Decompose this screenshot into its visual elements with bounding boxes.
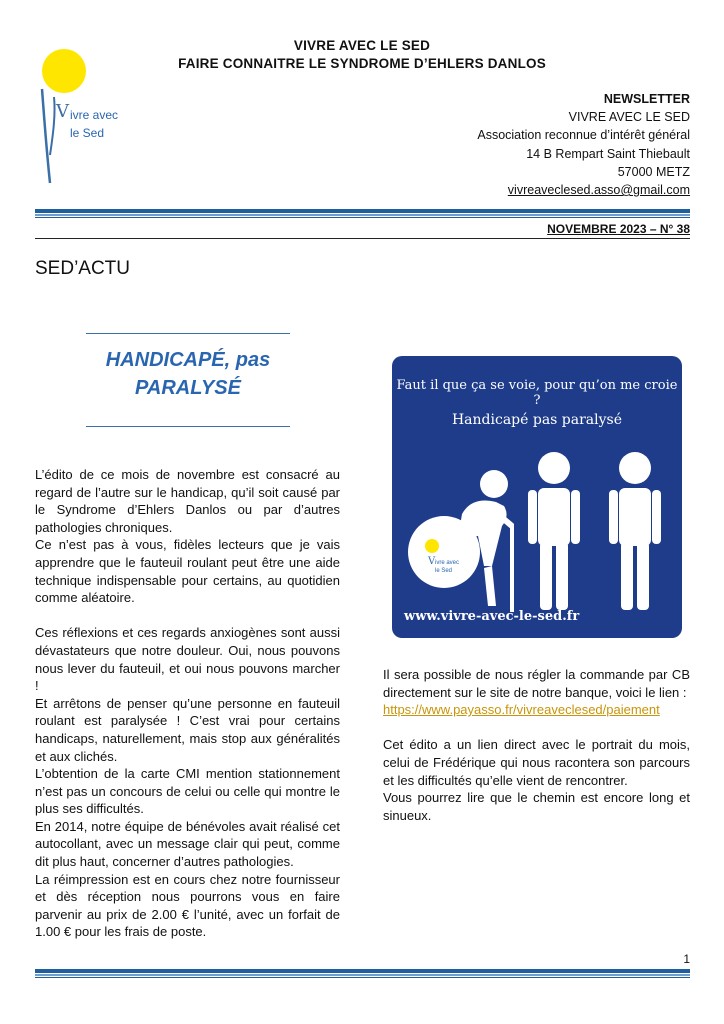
article-left-column xyxy=(35,466,340,941)
paragraph: La réimpression est en cours chez notre fournisseur et dès réception nous pourrons vous en faire parvenir au prix de 2.00 € l’unité, avec un forfait de 1.00 € pour les frais de poste. xyxy=(35,871,340,940)
contact-email-link[interactable]: vivreaveclesed.asso@gmail.com xyxy=(507,183,690,198)
article-headline xyxy=(60,346,316,402)
payment-link[interactable]: https://www.payasso.fr/vivreaveclesed/paiement xyxy=(383,702,660,718)
newsletter-title: VIVRE AVEC LE SED xyxy=(293,38,431,53)
address-city: 57000 METZ xyxy=(617,164,690,179)
poster-logo-sun xyxy=(425,539,439,553)
address-street: 14 B Rempart Saint Thiebault xyxy=(526,146,690,161)
paragraph: En 2014, notre équipe de bénévoles avait réalisé cet autocollant, avec un message clair qui peut, comme dit plus haut, concerner d’autres pathologies. xyxy=(35,818,340,870)
paragraph: Vous pourrez lire que le chemin est encore long et sinueux. xyxy=(383,790,690,823)
footer-divider xyxy=(35,969,690,978)
page-number: 1 xyxy=(683,952,690,966)
headline-top-rule xyxy=(86,333,290,334)
paragraph: Ces réflexions et ces regards anxiogènes sont aussi dévastateurs que notre douleur. Oui, nous pouvons nous lever du fauteuil, et oui nous pouvons marcher ! xyxy=(35,625,340,694)
contact-block xyxy=(477,90,690,199)
association-name: VIVRE AVEC LE SED xyxy=(568,110,690,125)
issue-label: NOVEMBRE 2023 – N° 38 xyxy=(547,222,690,236)
section-title: SED’ACTU xyxy=(35,258,131,279)
poster-question: Faut il que ça se voie, pour qu’on me croie ? xyxy=(396,378,678,408)
newsletter-subtitle: FAIRE CONNAITRE LE SYNDROME D’EHLERS DANLOS xyxy=(178,56,546,71)
poster-logo-initial: V xyxy=(428,556,436,567)
paragraph: Et arrêtons de penser qu’une personne en fauteuil roulant est paralysée ! C’est vrai pour certains handicaps, naturellement, mais stop aux généralités et aux clichés. xyxy=(35,695,340,764)
headline-line2: PARALYSÉ xyxy=(135,377,241,399)
header-divider xyxy=(35,209,690,218)
paragraph: L’obtention de la carte CMI mention stationnement n’est pas un concours de celui ou celle qui montre le plus ses difficultés. xyxy=(35,766,340,817)
headline-line1: HANDICAPÉ, pas xyxy=(105,349,271,371)
logo-text-line2: le Sed xyxy=(70,126,105,140)
person-standing-icon xyxy=(609,452,661,610)
poster-logo-text2: le Sed xyxy=(435,568,453,574)
paragraph: L’édito de ce mois de novembre est consacré au regard de l’autre sur le handicap, qu’il soit causé par le Syndrome d’Ehlers Danlos ou par d’autres pathologies chroniques. xyxy=(35,467,340,535)
poster-website: www.vivre-avec-le-sed.fr xyxy=(404,609,580,624)
logo-initial: V xyxy=(56,101,69,122)
association-status: Association reconnue d’intérêt général xyxy=(477,128,690,143)
article-right-column xyxy=(383,666,690,824)
poster-figures xyxy=(392,356,682,638)
poster-logo-text1: ivre avec xyxy=(435,560,460,566)
headline-bottom-rule xyxy=(86,426,290,427)
logo-text-line1: ivre avec xyxy=(70,108,119,122)
person-standing-icon xyxy=(528,452,580,610)
sticker-poster xyxy=(392,356,682,638)
paragraph: Il sera possible de nous régler la commande par CB directement sur le site de notre banque, voici le lien : xyxy=(383,667,690,700)
paragraph: Ce n’est pas à vous, fidèles lecteurs que je vais apprendre que le fauteuil roulant peut être une aide technique indispensable pour certains, au quotidien comme aléatoire. xyxy=(35,537,340,606)
issue-underline xyxy=(35,238,690,239)
poster-subtitle: Handicapé pas paralysé xyxy=(451,412,623,428)
paragraph: Cet édito a un lien direct avec le portrait du mois, celui de Frédérique qui nous racontera son parcours et les difficultés qu’elle vient de rencontrer. xyxy=(383,737,690,788)
newsletter-label: NEWSLETTER xyxy=(603,92,690,106)
association-logo xyxy=(34,45,144,185)
